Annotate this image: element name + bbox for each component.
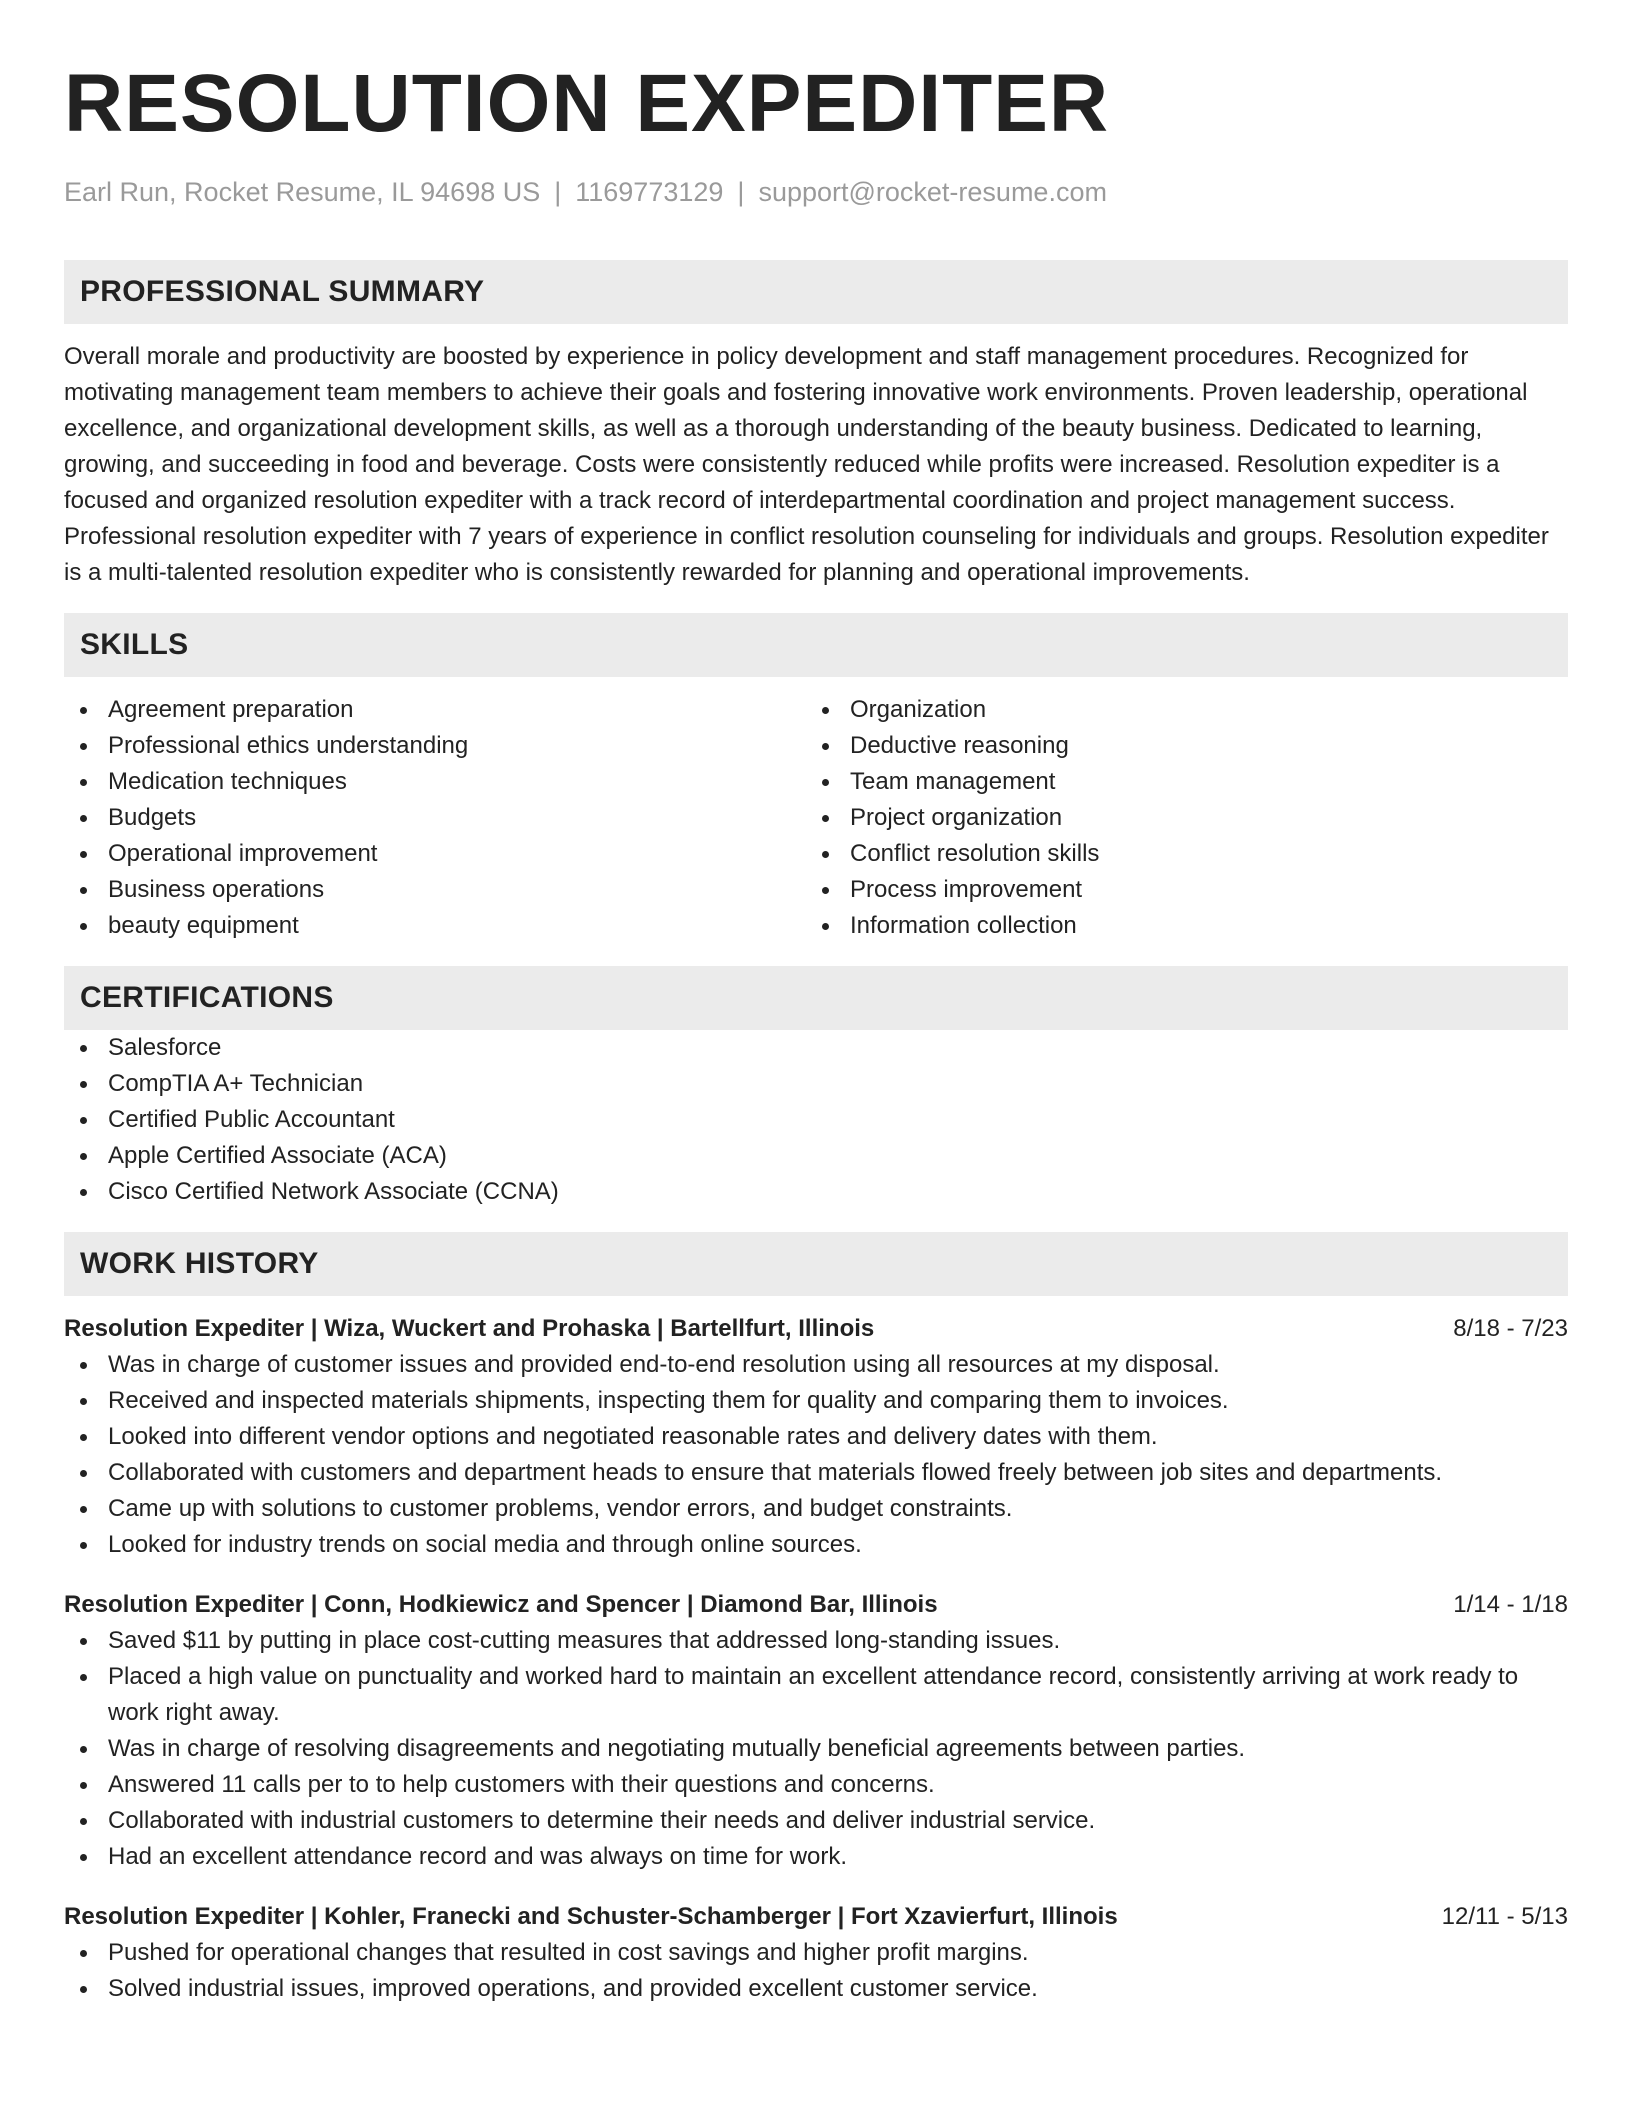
summary-heading: PROFESSIONAL SUMMARY [64,260,1568,324]
job-dates: 1/14 - 1/18 [1453,1591,1568,1618]
job-header [64,1899,1568,1935]
skill-item: Deductive reasoning [806,728,1548,764]
job-bullet-list [64,1347,1568,1563]
job-bullet: Received and inspected materials shipments, inspecting them for quality and comparing them to invoices. [64,1383,1568,1419]
contact-separator: | [554,177,562,207]
job-bullet: Came up with solutions to customer problems, vendor errors, and budget constraints. [64,1491,1568,1527]
job-dates: 12/11 - 5/13 [1441,1903,1568,1930]
certification-item: Certified Public Accountant [64,1102,1568,1138]
job-bullet: Saved $11 by putting in place cost-cutting measures that addressed long-standing issues. [64,1623,1568,1659]
resume-page [64,54,1568,2007]
job-bullet: Had an excellent attendance record and was always on time for work. [64,1839,1568,1875]
skill-item: beauty equipment [64,908,806,944]
job-dates: 8/18 - 7/23 [1453,1315,1568,1342]
skill-item: Medication techniques [64,764,806,800]
certification-item: Salesforce [64,1030,1568,1066]
job-bullet: Looked into different vendor options and negotiated reasonable rates and delivery dates with them. [64,1419,1568,1455]
certification-item: Apple Certified Associate (ACA) [64,1138,1568,1174]
job-title: Resolution Expediter | Kohler, Franecki and Schuster-Schamberger | Fort Xzavierfurt, Illinois [64,1903,1118,1930]
job-bullet: Solved industrial issues, improved operations, and provided excellent customer service. [64,1971,1568,2007]
job-bullet: Looked for industry trends on social media and through online sources. [64,1527,1568,1563]
skills-columns [64,692,1568,944]
resume-name: RESOLUTION EXPEDITER [64,58,1110,149]
job-entry [64,1311,1568,1563]
contact-separator: | [737,177,745,207]
job-bullet: Was in charge of customer issues and provided end-to-end resolution using all resources at my disposal. [64,1347,1568,1383]
job-bullet: Answered 11 calls per to to help customers with their questions and concerns. [64,1767,1568,1803]
job-bullet-list [64,1935,1568,2007]
contact-line [64,174,1568,210]
contact-address: Earl Run, Rocket Resume, IL 94698 US [64,177,541,207]
skill-item: Professional ethics understanding [64,728,806,764]
skill-item: Team management [806,764,1548,800]
skill-item: Business operations [64,872,806,908]
job-entry [64,1899,1568,2007]
job-bullet: Collaborated with customers and department heads to ensure that materials flowed freely between job sites and departments. [64,1455,1568,1491]
skill-item: Agreement preparation [64,692,806,728]
certifications-list [64,1030,1568,1210]
job-bullet: Was in charge of resolving disagreements and negotiating mutually beneficial agreements between parties. [64,1731,1568,1767]
job-header [64,1311,1568,1347]
contact-phone: 1169773129 [575,177,724,207]
job-title: Resolution Expediter | Conn, Hodkiewicz and Spencer | Diamond Bar, Illinois [64,1591,938,1618]
job-header [64,1587,1568,1623]
job-title: Resolution Expediter | Wiza, Wuckert and Prohaska | Bartellfurt, Illinois [64,1315,875,1342]
skills-list-right [806,692,1548,944]
skill-item: Operational improvement [64,836,806,872]
job-bullet-list [64,1623,1568,1875]
skill-item: Organization [806,692,1548,728]
skill-item: Conflict resolution skills [806,836,1548,872]
work-history-list [64,1311,1568,2007]
job-bullet: Pushed for operational changes that resulted in cost savings and higher profit margins. [64,1935,1568,1971]
skill-item: Process improvement [806,872,1548,908]
job-bullet: Collaborated with industrial customers to determine their needs and deliver industrial service. [64,1803,1568,1839]
skill-item: Information collection [806,908,1548,944]
work-history-heading: WORK HISTORY [64,1232,1568,1296]
certification-item: Cisco Certified Network Associate (CCNA) [64,1174,1568,1210]
certifications-heading: CERTIFICATIONS [64,966,1568,1030]
job-bullet: Placed a high value on punctuality and worked hard to maintain an excellent attendance record, consistently arriving at work ready to work right away. [64,1659,1568,1731]
skill-item: Project organization [806,800,1548,836]
summary-text: Overall morale and productivity are boosted by experience in policy development and staff management procedures. Recognized for motivating management team members to achieve their goals and fostering innovative work environments. Proven leadership, operational excellence, and organizational development skills, as well as a thorough understanding of the beauty business. Dedicated to learning, growing, and succeeding in food and beverage. Costs were consistently reduced while profits were increased. Resolution expediter is a focused and organized resolution expediter with a track record of interdepartmental coordination and project management success. Professional resolution expediter with 7 years of experience in conflict resolution counseling for individuals and groups. Resolution expediter is a multi-talented resolution expediter who is consistently rewarded for planning and operational improvements. [64,343,1549,586]
contact-email[interactable]: support@rocket-resume.com [758,177,1107,207]
job-entry [64,1587,1568,1875]
certification-item: CompTIA A+ Technician [64,1066,1568,1102]
skill-item: Budgets [64,800,806,836]
skills-heading: SKILLS [64,613,1568,677]
skills-list-left [64,692,806,944]
